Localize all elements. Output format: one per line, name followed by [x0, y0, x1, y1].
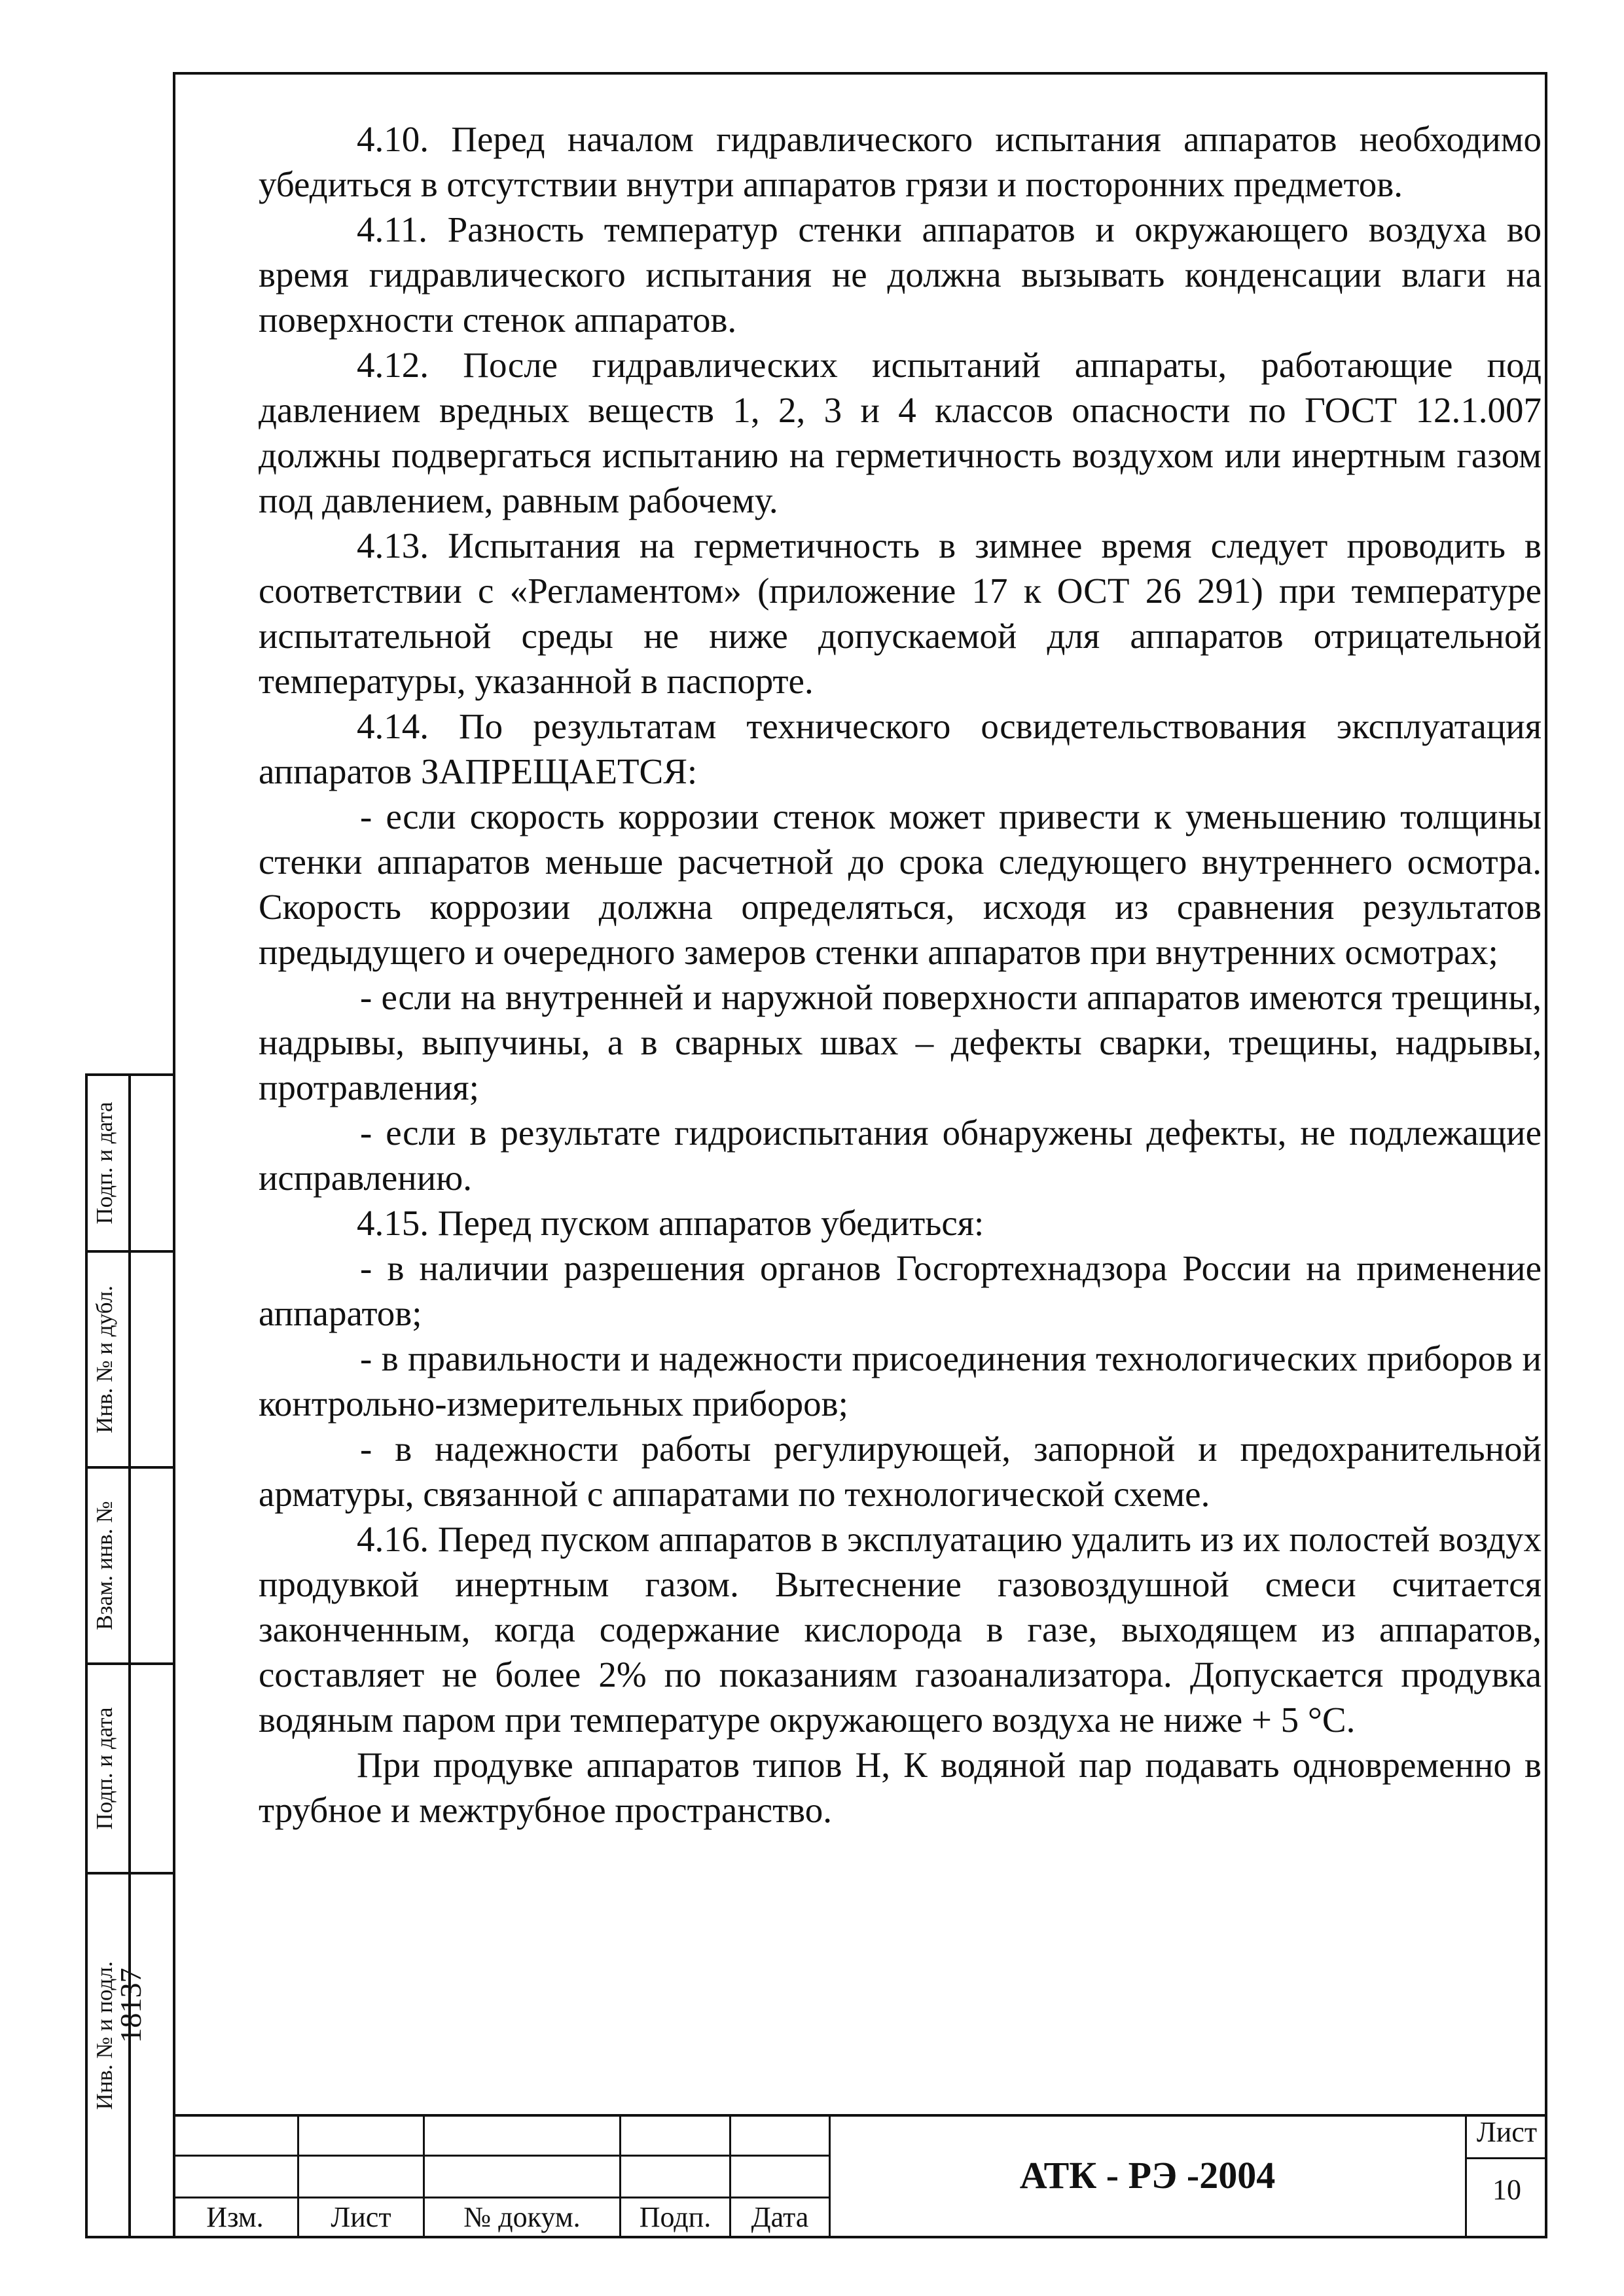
paragraph: - если в результате гидроиспытания обнаружены дефекты, не подлежащие исправлению. — [259, 1113, 1542, 1198]
sheet-label: Лист — [1476, 2116, 1538, 2148]
stamp-inv-podl: Инв. № и подл. — [92, 1961, 117, 2110]
paragraph: 4.11. Разность температур стенки аппаратов и окружающего воздуха во время гидравлического испытания не должна вызывать конденсации влаги на поверхности стенок аппаратов. — [259, 209, 1542, 340]
paragraph: При продувке аппаратов типов Н, К водяной пар подавать одновременно в трубное и межтрубное пространство. — [259, 1745, 1542, 1830]
paragraph: 4.14. По результатам технического освидетельствования эксплуатация аппаратов ЗАПРЕЩАЕТСЯ: — [259, 706, 1542, 791]
stamp-inv-dubl: Инв. № и дубл. — [92, 1285, 117, 1433]
title-block-sheet-line — [1466, 2157, 1547, 2159]
document-body — [259, 117, 1542, 1833]
stamp-podp-data-2: Подп. и дата — [92, 1707, 117, 1830]
stamp-divider — [85, 1466, 175, 1469]
sheet-number: 10 — [1492, 2174, 1521, 2206]
paragraph: 4.15. Перед пуском аппаратов убедиться: — [357, 1203, 984, 1243]
paragraph: 4.10. Перед началом гидравлического испытания аппаратов необходимо убедиться в отсутствии внутри аппаратов грязи и посторонних предметов. — [259, 119, 1542, 204]
col-data: Дата — [751, 2201, 809, 2233]
document-code: АТК - РЭ -2004 — [1019, 2154, 1276, 2197]
paragraph: - если скорость коррозии стенок может привести к уменьшению толщины стенки аппаратов меньше расчетной до срока следующего внутреннего осмотра. Скорость коррозии должна определяться, исходя из сравнения результатов предыдущего и очередного замеров стенки аппаратов при внутренних осмотрах; — [259, 797, 1542, 972]
paragraph: - если на внутренней и наружной поверхности аппаратов имеются трещины, надрывы, выпучины, а в сварных швах – дефекты сварки, трещины, надрывы, протравления; — [259, 977, 1542, 1107]
col-podp: Подп. — [639, 2201, 712, 2233]
title-block-row-line — [173, 2155, 830, 2157]
stamp-inv-podl-number: 18137 — [114, 1967, 147, 2043]
paragraph: 4.16. Перед пуском аппаратов в эксплуатацию удалить из их полостей воздух продувкой инертным газом. Вытеснение газовоздушной смеси считается законченным, когда содержание кислорода в газе, выходящем из аппаратов, составляет не более 2% по показаниям газоанализатора. Допускается продувка водяным паром при температуре окружающего воздуха не ниже + 5 °С. — [259, 1519, 1542, 1740]
col-izm: Изм. — [206, 2201, 264, 2233]
paragraph: - в наличии разрешения органов Госгортехнадзора России на применение аппаратов; — [259, 1248, 1542, 1333]
title-block-top-line — [173, 2114, 1547, 2117]
col-list: Лист — [331, 2201, 391, 2233]
title-block-row-line — [173, 2197, 830, 2198]
paragraph: - в надежности работы регулирующей, запорной и предохранительной арматуры, связанной с аппаратами по технологической схеме. — [259, 1429, 1542, 1514]
stamp-divider — [85, 1662, 175, 1665]
paragraph: - в правильности и надежности присоединения технологических приборов и контрольно-измерительных приборов; — [259, 1338, 1542, 1424]
stamp-vzam-inv: Взам. инв. № — [92, 1501, 117, 1630]
stamp-divider — [85, 1872, 175, 1874]
paragraph: 4.13. Испытания на герметичность в зимнее время следует проводить в соответствии с «Регламентом» (приложение 17 к ОСТ 26 291) при температуре испытательной среды не ниже допускаемой для аппаратов отрицательной температуры, указанной в паспорте. — [259, 526, 1542, 701]
left-stamp-value-column — [128, 1073, 175, 2238]
col-doc: № докум. — [463, 2201, 581, 2233]
paragraph: 4.12. После гидравлических испытаний аппараты, работающие под давлением вредных веществ 1, 2, 3 и 4 классов опасности по ГОСТ 12.1.007 должны подвергаться испытанию на герметичность воздухом или инертным газом под давлением, равным рабочему. — [259, 345, 1542, 520]
stamp-podp-data-1: Подп. и дата — [92, 1102, 117, 1225]
